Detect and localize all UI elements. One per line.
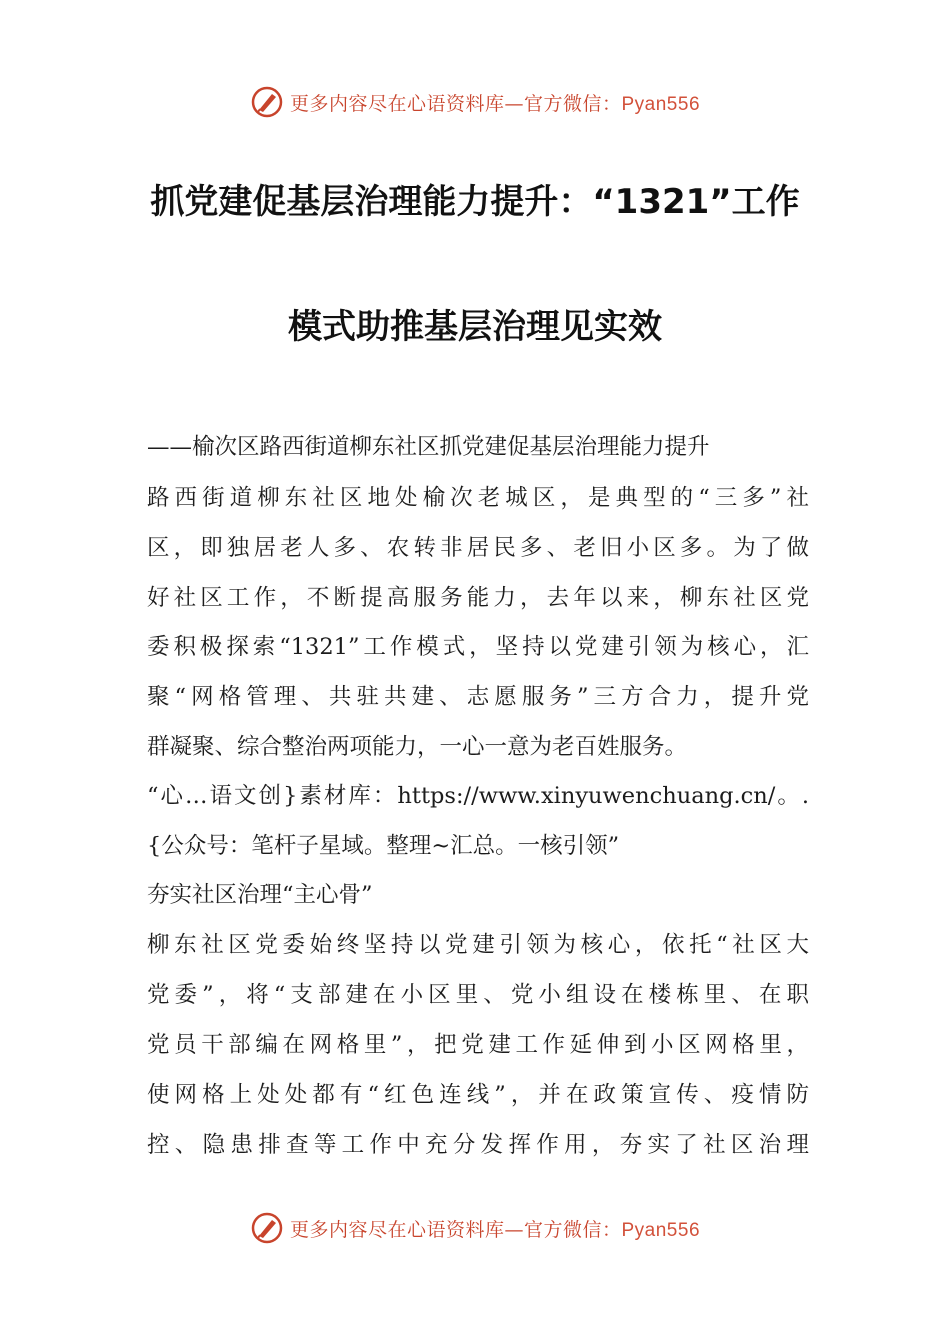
quill-logo-icon (250, 1211, 284, 1245)
body-line: 控、隐患排查等工作中充分发挥作用，夯实了社区治理 (147, 1132, 809, 1158)
source-link-line: “心…语文创}素材库：https://www.xinyuwenchuang.cn/。. (147, 783, 809, 809)
footer-watermark (0, 1208, 950, 1248)
body-line: 党员干部编在网格里”，把党建工作延伸到小区网格里， (147, 1032, 809, 1058)
body-line: 委积极探索“1321”工作模式，坚持以党建引领为核心，汇 (147, 634, 809, 660)
wechat-id: Pyan556 (621, 93, 701, 115)
quill-logo-icon (250, 85, 284, 119)
body-line: 路西街道柳东社区地处榆次老城区，是典型的“三多”社 (147, 485, 809, 511)
banner-text: 更多内容尽在心语资料库—官方微信：Pyan556 (289, 92, 701, 115)
section-heading: 夯实社区治理“主心骨” (147, 882, 373, 908)
body-line: 区，即独居老人多、农转非居民多、老旧小区多。为了做 (147, 535, 809, 561)
document-title-line-1: 抓党建促基层治理能力提升：“1321”工作 (150, 182, 800, 222)
wechat-id: Pyan556 (621, 1219, 701, 1241)
document-title-line-2: 模式助推基层治理见实效 (288, 307, 662, 347)
banner-text: 更多内容尽在心语资料库—官方微信：Pyan556 (289, 1218, 701, 1241)
header-watermark (0, 82, 950, 122)
body-line: 好社区工作，不断提高服务能力，去年以来，柳东社区党 (147, 585, 809, 611)
body-line: 党委”，将“支部建在小区里、党小组设在楼栋里、在职 (147, 982, 809, 1008)
body-line: 使网格上处处都有“红色连线”，并在政策宣传、疫情防 (147, 1082, 809, 1108)
body-line: 柳东社区党委始终坚持以党建引领为核心，依托“社区大 (147, 932, 809, 958)
body-line: {公众号：笔杆子星域。整理~汇总。一核引领” (147, 833, 620, 859)
subtitle-line: ——榆次区路西街道柳东社区抓党建促基层治理能力提升 (147, 434, 710, 460)
body-line: 群凝聚、综合整治两项能力，一心一意为老百姓服务。 (147, 734, 688, 760)
body-line: 聚“网格管理、共驻共建、志愿服务”三方合力，提升党 (147, 684, 809, 710)
